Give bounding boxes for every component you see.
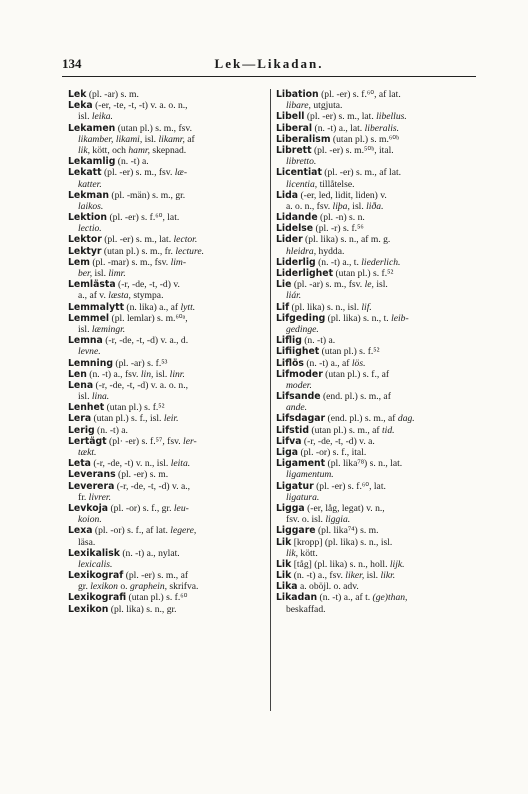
dictionary-entry: Lekatt (pl. -er) s. m., fsv. læ- katter.	[68, 167, 188, 190]
dictionary-entry: Librett (pl. -er) s. m.⁵⁰ᵇ, ital. libretto.	[276, 144, 394, 168]
dictionary-entry: Ligatur (pl. -er) s. f.⁶⁰, lat. ligatura.	[276, 480, 386, 503]
headword: Lifgeding	[276, 312, 326, 324]
dictionary-entry: Leverera (-r, -de, -t, -d) v. a., fr. livrer.	[68, 480, 191, 503]
dictionary-entry: Libation (pl. -er) s. f.⁶⁰, af lat. libare, utgjuta.	[276, 89, 401, 112]
dictionary-entry: Lida (-er, led, lidit, liden) v. a. o. n., fsv. liþa, isl. liða.	[276, 189, 387, 212]
headword: Lemmalytt	[68, 301, 125, 313]
headword: Leverera	[68, 480, 115, 492]
headword: Lemmel	[68, 312, 110, 324]
headword: Liberalism	[276, 133, 331, 145]
dictionary-entry: Lektyr (utan pl.) s. m., fr. lecture.	[68, 245, 205, 257]
dictionary-entry: Lie (pl. -ar) s. m., fsv. le, isl. liár.	[276, 279, 388, 302]
headword: Lekamlig	[68, 156, 116, 168]
dictionary-entry: Lemmalytt (n. lika) a., af lytt.	[68, 301, 196, 313]
dictionary-entry: Lemmel (pl. lemlar) s. m.⁶⁰ᵃ, isl. læmingr.	[68, 312, 188, 335]
headword: Liga	[276, 447, 299, 458]
dictionary-entry: Liflig (n. -t) a.	[276, 335, 336, 347]
headword: Lifiighet	[276, 346, 320, 358]
dictionary-entry: Levkoja (pl. -or) s. f., gr. leu- koion.	[68, 502, 189, 526]
page-number: 134	[62, 56, 82, 71]
dictionary-entry: Lektion (pl. -er) s. f.⁶⁰, lat. lectio.	[68, 212, 180, 235]
dictionary-entry: Lifsdagar (end. pl.) s. m., af dag.	[276, 413, 415, 425]
dictionary-entry: Liderlig (n. -t) a., t. liederlich.	[276, 256, 401, 268]
dictionary-entry: Lek (pl. -ar) s. m.	[68, 89, 139, 100]
dictionary-entry: Lik [tåg] (pl. lika) s. n., holl. lijk.	[276, 558, 405, 570]
headword: Lif	[276, 301, 290, 313]
dictionary-entry: Lekamlig (n. -t) a.	[68, 156, 149, 168]
headword: Leka	[68, 100, 93, 112]
dictionary-entry: Lexikon (pl. lika) s. n., gr.	[68, 603, 177, 615]
headword: Lemna	[68, 335, 103, 347]
headword: Lika	[276, 581, 298, 593]
dictionary-entry: Lifgeding (pl. lika) s. n., t. leib- gedinge.	[276, 312, 409, 335]
dictionary-entry: Lekman (pl. -män) s. m., gr. laikos.	[68, 189, 186, 212]
headword: Len	[68, 368, 87, 380]
headword: Lie	[276, 279, 292, 291]
headword: Ligatur	[276, 480, 314, 492]
headword: Lekamen	[68, 122, 116, 134]
page-header	[62, 56, 476, 72]
headword: Lexikon	[68, 603, 109, 615]
headword: Lida	[276, 189, 299, 201]
dictionary-entry: Lera (utan pl.) s. f., isl. leir.	[68, 413, 179, 425]
headword: Lexikograf	[68, 570, 124, 582]
dictionary-entry: Liderlighet (utan pl.) s. f.⁵²	[276, 268, 394, 279]
headword: Lertägt	[68, 435, 107, 447]
dictionary-entry: Lektor (pl. -er) s. m., lat. lector.	[68, 234, 198, 246]
dictionary-entry: Libell (pl. -er) s. m., lat. libellus.	[276, 111, 407, 123]
dictionary-entry: Lemna (-r, -de, -t, -d) v. a., d. levne.	[68, 335, 189, 358]
headword: Lifsdagar	[276, 413, 326, 425]
headword: Leta	[68, 458, 91, 470]
dictionary-entry: Leverans (pl. -er) s. m.	[68, 469, 169, 481]
headword: Lena	[68, 379, 94, 391]
dictionary-entry: Lerig (n. -t) a.	[68, 424, 128, 436]
headword: Lexikografi	[68, 592, 127, 604]
headword: Lera	[68, 413, 92, 425]
dictionary-entry: Lif (pl. lika) s. n., isl. lif.	[276, 301, 372, 313]
dictionary-entry: Lifiighet (utan pl.) s. f.⁵²	[276, 346, 380, 358]
headword: Libell	[276, 111, 305, 123]
headword: Ligga	[276, 502, 305, 514]
headword: Lider	[276, 234, 303, 246]
headword: Lem	[68, 256, 90, 268]
dictionary-entry: Liga (pl. -or) s. f., ital.	[276, 447, 367, 458]
dictionary-entry: Liberal (n. -t) a., lat. liberalis.	[276, 122, 399, 134]
dictionary-entry: Lemning (pl. -ar) s. f.⁵³	[68, 357, 168, 369]
headword: Lifva	[276, 435, 302, 447]
dictionary-entry: Lekamen (utan pl.) s. m., fsv. likamber, likami, isl. likamr, af lik, kött, och hamr, skepnad.	[68, 122, 195, 156]
headword: Leverans	[68, 469, 116, 481]
dictionary-entry: Lidelse (pl. -r) s. f.⁵⁶	[276, 223, 364, 235]
dictionary-entry: Len (n. -t) a., fsv. lin, isl. linr.	[68, 368, 185, 380]
headword: Lexa	[68, 525, 93, 537]
headword: Lifmoder	[276, 368, 323, 380]
dictionary-entry: Lena (-r, -de, -t, -d) v. a. o. n., isl. lina.	[68, 379, 189, 403]
dictionary-entry: Lifsande (end. pl.) s. m., af ande.	[276, 391, 391, 414]
dictionary-entry: Lifmoder (utan pl.) s. f., af moder.	[276, 368, 390, 391]
dictionary-entry: Liggare (pl. lika⁷⁴) s. m.	[276, 525, 379, 537]
dictionary-entry: Lika a. oböjl. o. adv.	[276, 581, 359, 593]
dictionary-entry: Lexikalisk (n. -t) a., nylat. lexicalis.	[68, 547, 180, 570]
dictionary-entry: Leta (-r, -de, -t) v. n., isl. leita.	[68, 458, 191, 470]
headword: Lik	[276, 536, 292, 548]
dictionary-entry: Lik (n. -t) a., fsv. liker, isl. likr.	[276, 570, 396, 582]
dictionary-entry: Lik [kropp] (pl. lika) s. n., isl. lik, kött.	[276, 536, 393, 559]
headword: Licentiat	[276, 167, 322, 179]
headword: Liderlighet	[276, 268, 334, 279]
dictionary-entry: Lexikograf (pl. -er) s. m., af gr. lexikon o. graphein, skrifva.	[68, 570, 199, 593]
dictionary-entry: Lexa (pl. -or) s. f., af lat. legere, läsa.	[68, 525, 197, 548]
dictionary-entry: Liberalism (utan pl.) s. m.⁶⁰ᵇ	[276, 133, 400, 145]
dictionary-entry: Lidande (pl. -n) s. n.	[276, 212, 365, 224]
dictionary-entry: Lertägt (pl· -er) s. f.⁵⁷, fsv. ler- tækt.	[68, 435, 197, 458]
headword: Lek	[68, 89, 87, 100]
dictionary-entry: Lexikografi (utan pl.) s. f.⁶⁰	[68, 592, 188, 604]
headword: Lidelse	[276, 223, 314, 235]
headword: Lektion	[68, 212, 108, 224]
dictionary-entry: Lifva (-r, -de, -t, -d) v. a.	[276, 435, 375, 447]
dictionary-entry: Leka (-er, -te, -t, -t) v. a. o. n., isl. leika.	[68, 100, 188, 123]
headword: Lekatt	[68, 167, 102, 179]
headword: Lik	[276, 558, 292, 570]
headword: Lektyr	[68, 245, 102, 257]
headword: Lemlästa	[68, 279, 116, 291]
dictionary-entry: Ligament (pl. lika⁷⁸) s. n., lat. ligamentum.	[276, 458, 403, 481]
dictionary-entry: Likadan (n. -t) a., af t. (ge)than, beskaffad.	[276, 592, 408, 615]
headword: Liflös	[276, 357, 304, 369]
headword: Lerig	[68, 424, 95, 436]
dictionary-entry: Lemlästa (-r, -de, -t, -d) v. a., af v. læsta, stympa.	[68, 279, 180, 302]
headword: Lektor	[68, 234, 102, 246]
headword: Ligament	[276, 458, 326, 470]
headword: Lemning	[68, 357, 113, 369]
headword: Likadan	[276, 592, 318, 604]
dictionary-entry: Licentiat (pl. -er) s. m., af lat. licentia, tillåtelse.	[276, 167, 402, 190]
dictionary-entry: Lenhet (utan pl.) s. f.⁵²	[68, 402, 165, 414]
headword: Librett	[276, 144, 312, 156]
headword: Liflig	[276, 335, 302, 347]
column-divider	[270, 89, 271, 711]
headword: Libation	[276, 89, 319, 100]
headword: Lifsande	[276, 391, 321, 403]
headword: Levkoja	[68, 502, 109, 514]
dictionary-entry: Liflös (n. -t) a., af lös.	[276, 357, 366, 369]
left-column	[68, 89, 264, 615]
headword: Liggare	[276, 525, 316, 537]
headword: Lexikalisk	[68, 547, 120, 559]
headword: Lidande	[276, 212, 318, 224]
dictionary-entry: Lider (pl. lika) s. n., af m. g. hleidra, hydda.	[276, 234, 391, 257]
running-head: Lek—Likadan.	[214, 56, 324, 71]
dictionary-entry: Ligga (-er, låg, legat) v. n., fsv. o. isl. liggia.	[276, 502, 385, 526]
headword: Liberal	[276, 122, 313, 134]
right-column	[276, 89, 472, 615]
headword: Liderlig	[276, 256, 316, 268]
header-rule	[62, 76, 476, 77]
dictionary-entry: Lem (pl. -mar) s. m., fsv. lim- ber, isl. limr.	[68, 256, 187, 279]
dictionary-entry: Lifstid (utan pl.) s. m., af tid.	[276, 424, 395, 436]
headword: Lekman	[68, 189, 109, 201]
headword: Lenhet	[68, 402, 105, 414]
headword: Lifstid	[276, 424, 309, 436]
headword: Lik	[276, 570, 292, 582]
